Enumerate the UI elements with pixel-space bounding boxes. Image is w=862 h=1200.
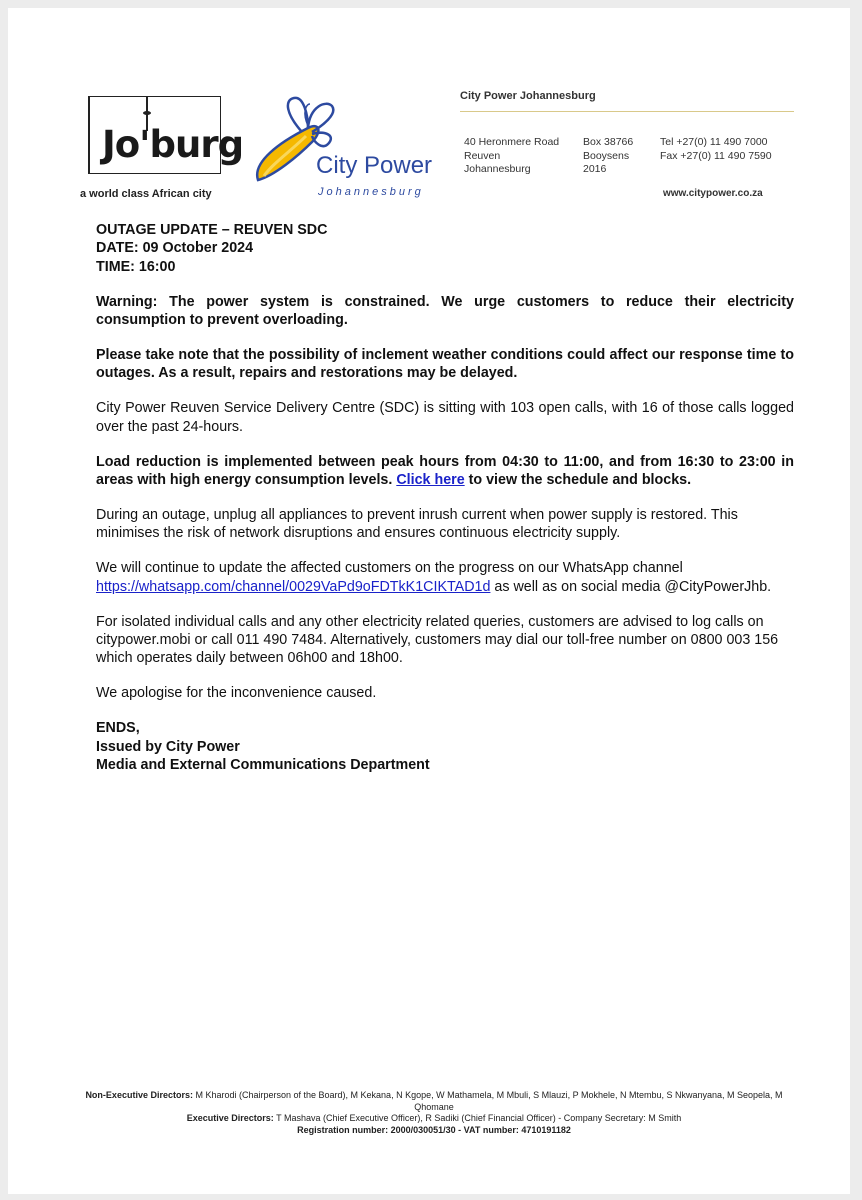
- box-line: 2016: [583, 163, 607, 175]
- non-exec-names: M Kharodi (Chairperson of the Board), M Kekana, N Kgope, W Mathamela, M Mbuli, S Mlauzi, P Mokhele, N Mtembu, S Nkwanyana, M Seopela, M Qhomane: [192, 1090, 783, 1112]
- box-line: Box 38766: [583, 136, 634, 148]
- document-date: DATE: 09 October 2024: [96, 240, 254, 257]
- department-name: Media and External Communications Department: [96, 757, 430, 774]
- load-reduction-paragraph: [96, 453, 794, 490]
- non-exec-label: Non-Executive Directors:: [85, 1090, 193, 1100]
- document-page: [8, 8, 850, 1194]
- registration-line: Registration number: 2000/030051/30 - VAT number: 4710191182: [297, 1124, 571, 1135]
- whatsapp-paragraph: [96, 559, 794, 596]
- city-power-subtitle: Johannesburg: [318, 186, 424, 198]
- joburg-wordmark: Jo'burg: [102, 123, 244, 166]
- contact-numbers: [660, 136, 772, 163]
- address-line: Johannesburg: [464, 163, 531, 175]
- address-line: 40 Heronmere Road: [464, 136, 560, 148]
- street-address: [464, 136, 559, 177]
- status-paragraph: City Power Reuven Service Delivery Centre (SDC) is sitting with 103 open calls, with 16 of those calls logged over the past 24-hours.: [96, 400, 794, 435]
- queries-paragraph: For isolated individual calls and any other electricity related queries, customers are advised to log calls on citypower.mobi or call 011 490 7484. Alternatively, customers may dial our toll-free number on 0800 003 156 which operates daily between 06h00 and 18h00.: [96, 613, 779, 667]
- exec-names: T Mashava (Chief Executive Officer), R Sadiki (Chief Financial Officer) - Company Secretary: M Smith: [273, 1113, 682, 1123]
- apology-paragraph: We apologise for the inconvenience caused.: [96, 685, 377, 702]
- website: www.citypower.co.za: [663, 188, 763, 199]
- postal-address: [583, 136, 633, 177]
- document-time: TIME: 16:00: [96, 258, 176, 275]
- city-power-wordmark: City Power: [316, 152, 433, 179]
- box-line: Booysens: [583, 149, 630, 162]
- header-divider: [460, 111, 794, 112]
- non-executive-directors: [70, 1090, 798, 1113]
- document-title: OUTAGE UPDATE – REUVEN SDC: [96, 222, 328, 238]
- city-power-logo: [250, 92, 455, 202]
- ends-label: ENDS,: [96, 720, 140, 737]
- joburg-tagline: a world class African city: [80, 188, 212, 200]
- schedule-link[interactable]: Click here: [396, 472, 465, 489]
- tel-line: Tel +27(0) 11 490 7000: [660, 136, 768, 148]
- executive-directors: [70, 1113, 798, 1125]
- joburg-logo: [80, 84, 244, 208]
- exec-label: Executive Directors:: [186, 1113, 274, 1123]
- document-footer: [70, 1090, 798, 1136]
- whatsapp-text: We will continue to update the affected customers on the progress on our WhatsApp channel: [96, 560, 683, 577]
- address-line: Reuven: [464, 149, 501, 162]
- company-name: City Power Johannesburg: [460, 90, 596, 102]
- weather-paragraph: Please take note that the possibility of inclement weather conditions could affect our response time to outages. As a result, repairs and restorations may be delayed.: [96, 347, 794, 382]
- joburg-logo-frame: [88, 96, 244, 174]
- issued-by: Issued by City Power: [96, 738, 240, 755]
- load-reduction-text: Load reduction is implemented between peak hours from 04:30 to 11:00, and from 16:30 to 23:00 in areas with high energy consumption levels.: [96, 453, 794, 489]
- fax-line: Fax +27(0) 11 490 7590: [660, 149, 772, 162]
- document-body: [96, 221, 794, 791]
- unplug-paragraph: During an outage, unplug all appliances to prevent inrush current when power supply is restored. This minimises the risk of network disruptions and ensures continuous electricity supply.: [96, 506, 738, 542]
- whatsapp-text-end: as well as on social media @CityPowerJhb.: [490, 578, 772, 595]
- load-reduction-text-end: to view the schedule and blocks.: [464, 472, 692, 489]
- warning-paragraph: Warning: The power system is constrained. We urge customers to reduce their electricity consumption to prevent overloading.: [96, 293, 794, 329]
- whatsapp-channel-link[interactable]: https://whatsapp.com/channel/0029VaPd9oFDTkK1CIKTAD1d: [96, 578, 491, 595]
